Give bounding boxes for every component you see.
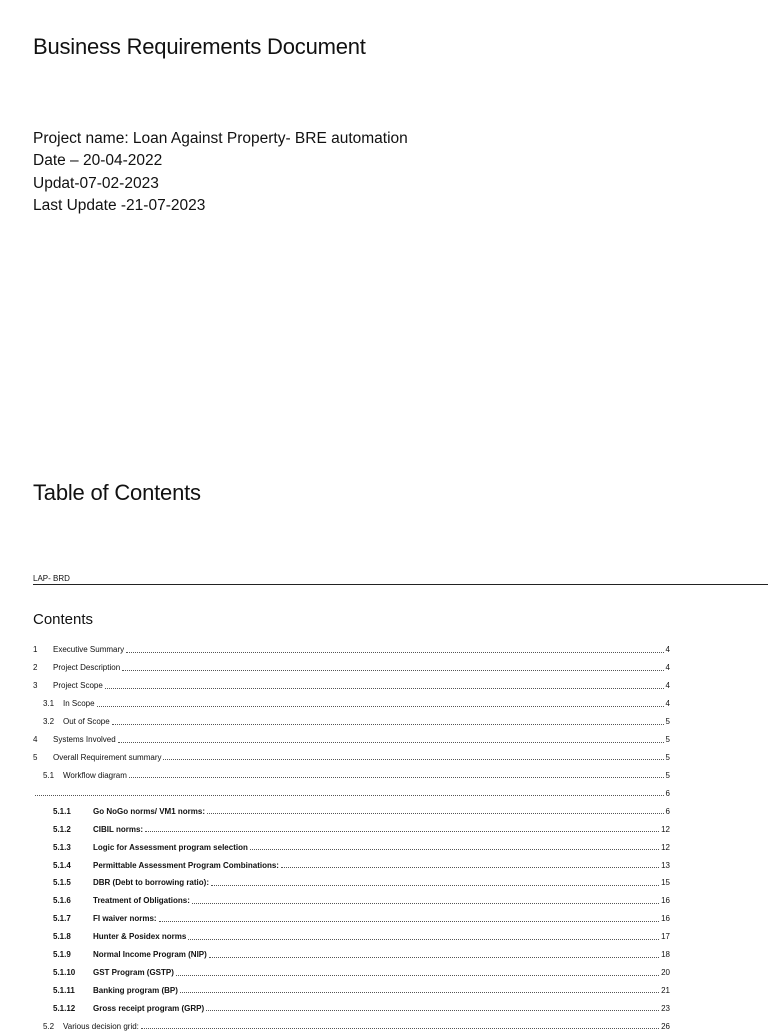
toc-entry-title: Go NoGo norms/ VM1 norms: (93, 806, 206, 816)
toc-list (33, 641, 670, 1035)
toc-entry-page: 5 (665, 735, 670, 745)
toc-entry-number: 3.2 (43, 717, 55, 727)
toc-entry-number: 3 (33, 681, 38, 691)
toc-dot-leader (206, 1010, 659, 1011)
toc-entry-number: 5.1.10 (53, 968, 76, 978)
toc-entry[interactable] (33, 874, 670, 892)
toc-entry-page: 20 (661, 968, 670, 978)
page-header-rule (33, 584, 768, 585)
toc-dot-leader (176, 975, 659, 976)
toc-entry-title: Out of Scope (63, 717, 110, 727)
toc-entry-page: 17 (661, 932, 670, 942)
toc-dot-leader (250, 849, 659, 850)
toc-entry[interactable] (33, 641, 670, 659)
toc-entry[interactable] (33, 892, 670, 910)
toc-dot-leader (163, 759, 663, 760)
toc-entry-page: 12 (661, 824, 670, 834)
toc-dot-leader (129, 777, 664, 778)
toc-entry[interactable] (33, 1017, 670, 1035)
toc-entry-title: Overall Requirement summary (53, 752, 162, 762)
toc-entry[interactable] (33, 713, 670, 731)
toc-entry-title: CIBIL norms: (93, 824, 144, 834)
toc-entry-title: Permittable Assessment Program Combinations: (93, 860, 279, 870)
toc-entry[interactable] (33, 749, 670, 767)
toc-entry-title: In Scope (63, 699, 95, 709)
toc-entry-title: Banking program (BP) (93, 985, 178, 995)
toc-entry[interactable] (33, 784, 670, 802)
toc-dot-leader (145, 831, 659, 832)
toc-entry-number: 5.1 (43, 770, 55, 780)
toc-entry-page: 18 (661, 950, 670, 960)
toc-entry-number: 5.1.4 (53, 860, 71, 870)
toc-dot-leader (281, 867, 659, 868)
toc-dot-leader (35, 795, 664, 796)
toc-entry-page: 6 (665, 806, 670, 816)
toc-dot-leader (188, 939, 659, 940)
toc-entry[interactable] (33, 946, 670, 964)
toc-entry-title: GST Program (GSTP) (93, 968, 174, 978)
toc-dot-leader (207, 813, 664, 814)
toc-entry-title: Hunter & Posidex norms (93, 932, 187, 942)
toc-entry-title: Treatment of Obligations: (93, 896, 190, 906)
project-meta (33, 128, 408, 217)
toc-entry[interactable] (33, 838, 670, 856)
toc-dot-leader (112, 724, 664, 725)
toc-entry-title: Logic for Assessment program selection (93, 842, 248, 852)
toc-entry-title: Project Description (53, 663, 121, 673)
toc-entry-title: FI waiver norms: (93, 914, 157, 924)
toc-dot-leader (180, 992, 659, 993)
project-name: Project name: Loan Against Property- BRE automation (33, 130, 408, 147)
toc-entry-title: Systems Involved (53, 735, 116, 745)
toc-dot-leader (211, 885, 659, 886)
toc-entry[interactable] (33, 731, 670, 749)
toc-entry[interactable] (33, 910, 670, 928)
toc-entry-number: 5.1.11 (53, 985, 75, 995)
toc-entry-page: 5 (665, 752, 670, 762)
toc-entry[interactable] (33, 999, 670, 1017)
toc-entry-page: 13 (661, 860, 670, 870)
toc-entry[interactable] (33, 802, 670, 820)
toc-heading: Table of Contents (33, 480, 201, 505)
project-last-update: Last Update -21-07-2023 (33, 196, 206, 214)
contents-heading: Contents (33, 611, 94, 628)
toc-dot-leader (105, 688, 664, 689)
toc-dot-leader (122, 670, 663, 671)
toc-entry-number: 5.1.6 (53, 896, 71, 906)
toc-entry-number: 4 (33, 735, 38, 745)
toc-entry-number: 5 (33, 752, 38, 762)
toc-entry-number: 5.1.7 (53, 914, 71, 924)
toc-entry-page: 4 (665, 681, 670, 691)
toc-entry-page: 26 (661, 1021, 670, 1031)
toc-entry-number: 5.1.5 (53, 878, 71, 888)
toc-entry-page: 12 (661, 842, 670, 852)
toc-entry[interactable] (33, 982, 670, 1000)
toc-entry[interactable] (33, 856, 670, 874)
toc-entry-number: 3.1 (43, 699, 55, 709)
toc-entry-page: 4 (665, 645, 670, 655)
toc-entry-number: 2 (33, 663, 38, 673)
toc-entry-title: Workflow diagram (63, 770, 127, 780)
toc-dot-leader (141, 1028, 659, 1029)
toc-entry-number: 5.1.9 (53, 950, 71, 960)
toc-entry[interactable] (33, 659, 670, 677)
toc-entry-page: 6 (665, 788, 670, 798)
toc-dot-leader (192, 903, 659, 904)
toc-entry-number: 5.1.3 (53, 842, 71, 852)
toc-entry[interactable] (33, 766, 670, 784)
toc-entry-page: 15 (661, 878, 670, 888)
toc-entry[interactable] (33, 928, 670, 946)
toc-entry-title: Project Scope (53, 681, 103, 691)
document-title: Business Requirements Document (33, 34, 366, 59)
toc-entry-page: 23 (661, 1003, 670, 1013)
toc-entry-title: Executive Summary (53, 645, 125, 655)
toc-entry-title: DBR (Debt to borrowing ratio): (93, 878, 209, 888)
project-update: Updat-07-02-2023 (33, 174, 159, 192)
toc-dot-leader (159, 921, 660, 922)
toc-entry-number: 5.1.8 (53, 932, 71, 942)
toc-entry-page: 16 (661, 914, 670, 924)
toc-entry-title: Gross receipt program (GRP) (93, 1003, 205, 1013)
toc-dot-leader (97, 706, 664, 707)
toc-entry-number: 1 (33, 645, 38, 655)
page-header-label: LAP- BRD (33, 574, 70, 583)
toc-entry-number: 5.2 (43, 1021, 55, 1031)
toc-entry[interactable] (33, 677, 670, 695)
toc-entry-title: Normal Income Program (NIP) (93, 950, 207, 960)
toc-entry-page: 5 (665, 770, 670, 780)
toc-entry-page: 21 (661, 985, 670, 995)
toc-entry[interactable] (33, 964, 670, 982)
toc-dot-leader (118, 742, 664, 743)
toc-dot-leader (126, 652, 663, 653)
toc-entry-page: 16 (661, 896, 670, 906)
toc-entry[interactable] (33, 695, 670, 713)
toc-entry-title: Various decision grid: (63, 1021, 139, 1031)
project-date: Date – 20-04-2022 (33, 152, 163, 170)
toc-entry-page: 4 (665, 663, 670, 673)
toc-entry-page: 4 (665, 699, 670, 709)
toc-entry-number: 5.1.2 (53, 824, 71, 834)
toc-entry-page: 5 (665, 717, 670, 727)
toc-entry[interactable] (33, 820, 670, 838)
toc-dot-leader (209, 957, 659, 958)
toc-entry-number: 5.1.12 (53, 1003, 76, 1013)
toc-entry-number: 5.1.1 (53, 806, 71, 816)
